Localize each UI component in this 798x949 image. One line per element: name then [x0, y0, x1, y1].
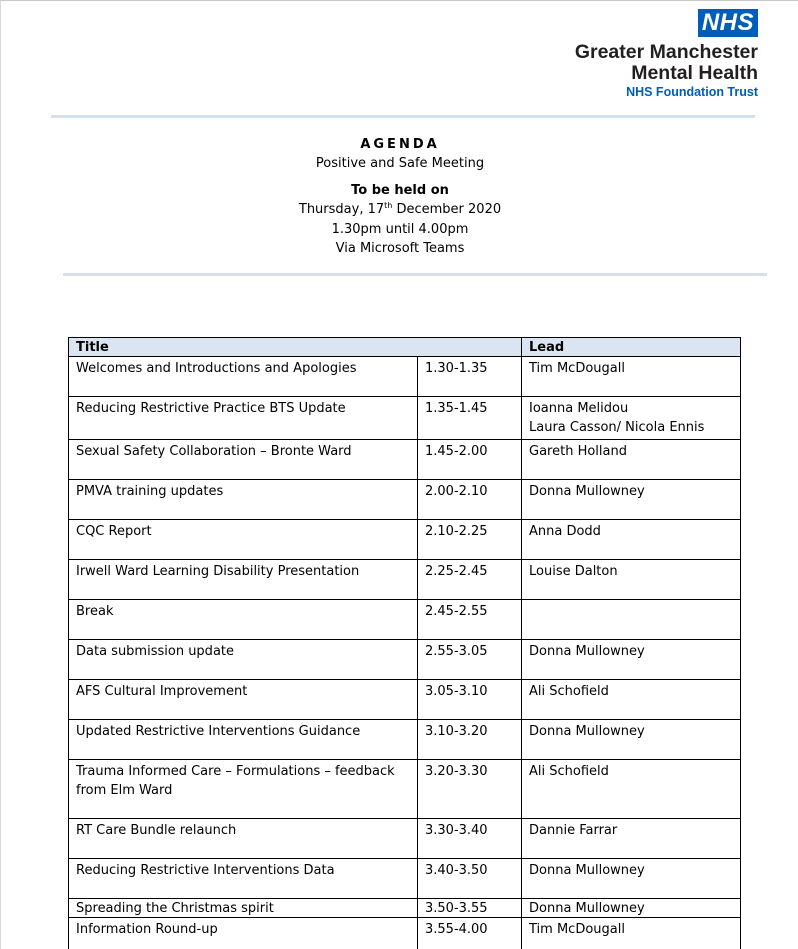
agenda-item-title: CQC Report: [69, 520, 418, 560]
org-name-line2: Mental Health: [631, 62, 758, 84]
agenda-item-lead: [522, 760, 741, 819]
agenda-item-lead: [522, 480, 741, 520]
agenda-item-lead: [522, 899, 741, 918]
table-row: [69, 357, 741, 397]
lead-name: Tim McDougall: [529, 361, 625, 376]
agenda-item-lead: [522, 357, 741, 397]
agenda-item-lead: [522, 600, 741, 640]
table-row: [69, 859, 741, 899]
nhs-badge: NHS: [698, 9, 758, 37]
agenda-item-lead: [522, 918, 741, 949]
lead-name: Dannie Farrar: [529, 823, 618, 838]
meeting-date: Thursday, 17th December 2020: [298, 201, 502, 217]
lead-name: Tim McDougall: [529, 922, 625, 937]
top-divider: [51, 115, 755, 118]
agenda-item-title: Data submission update: [69, 640, 418, 680]
org-name-line3: NHS Foundation Trust: [626, 85, 758, 99]
agenda-item-title: Welcomes and Introductions and Apologies: [69, 357, 418, 397]
meeting-name: Positive and Safe Meeting: [315, 156, 485, 171]
table-row: [69, 680, 741, 720]
agenda-item-title: Spreading the Christmas spirit: [69, 899, 418, 918]
table-row: [69, 720, 741, 760]
lead-name: Donna Mullowney: [529, 863, 645, 878]
lead-name: Laura Casson/ Nicola Ennis: [529, 420, 705, 435]
column-header-lead: Lead: [522, 338, 741, 357]
column-header-title: Title: [69, 338, 522, 357]
table-row: [69, 397, 741, 440]
table-row: [69, 600, 741, 640]
table-row: [69, 918, 741, 949]
agenda-item-time: 2.55-3.05: [418, 640, 522, 680]
agenda-item-lead: [522, 397, 741, 440]
agenda-item-lead: [522, 680, 741, 720]
lead-name: Donna Mullowney: [529, 484, 645, 499]
agenda-item-lead: [522, 720, 741, 760]
agenda-item-title: Irwell Ward Learning Disability Presentation: [69, 560, 418, 600]
agenda-item-time: 3.55-4.00: [418, 918, 522, 949]
agenda-item-time: 3.30-3.40: [418, 819, 522, 859]
agenda-item-time: 2.45-2.55: [418, 600, 522, 640]
agenda-item-title: Reducing Restrictive Interventions Data: [69, 859, 418, 899]
lead-name: Gareth Holland: [529, 444, 627, 459]
agenda-item-lead: [522, 560, 741, 600]
table-row: [69, 819, 741, 859]
table-row: [69, 520, 741, 560]
bottom-divider: [63, 273, 767, 276]
table-row: [69, 440, 741, 480]
table-row: [69, 640, 741, 680]
agenda-item-title: AFS Cultural Improvement: [69, 680, 418, 720]
agenda-heading: AGENDA: [360, 137, 440, 152]
agenda-item-time: 2.25-2.45: [418, 560, 522, 600]
agenda-item-time: 1.45-2.00: [418, 440, 522, 480]
agenda-item-title: Trauma Informed Care – Formulations – feedback from Elm Ward: [69, 760, 418, 819]
agenda-item-title: PMVA training updates: [69, 480, 418, 520]
agenda-item-title: Updated Restrictive Interventions Guidance: [69, 720, 418, 760]
agenda-item-lead: [522, 440, 741, 480]
table-row: [69, 760, 741, 819]
agenda-item-lead: [522, 859, 741, 899]
lead-name: Ioanna Melidou: [529, 401, 629, 416]
agenda-item-title: Break: [69, 600, 418, 640]
agenda-item-title: Reducing Restrictive Practice BTS Update: [69, 397, 418, 440]
table-row: [69, 899, 741, 918]
lead-name: Donna Mullowney: [529, 644, 645, 659]
agenda-item-time: 1.30-1.35: [418, 357, 522, 397]
agenda-body: [69, 357, 741, 949]
lead-name: Ali Schofield: [529, 764, 609, 779]
agenda-item-time: 2.00-2.10: [418, 480, 522, 520]
table-row: [69, 560, 741, 600]
org-name-line1: Greater Manchester: [574, 41, 758, 63]
agenda-item-time: 3.40-3.50: [418, 859, 522, 899]
agenda-item-time: 3.20-3.30: [418, 760, 522, 819]
agenda-item-title: Information Round-up: [69, 918, 418, 949]
lead-name: Donna Mullowney: [529, 724, 645, 739]
nhs-logo: [558, 9, 758, 100]
meeting-venue: Via Microsoft Teams: [335, 241, 465, 256]
agenda-item-title: Sexual Safety Collaboration – Bronte Ward: [69, 440, 418, 480]
lead-name: Ali Schofield: [529, 684, 609, 699]
held-on-label: To be held on: [351, 183, 449, 198]
agenda-item-time: 2.10-2.25: [418, 520, 522, 560]
lead-name: Louise Dalton: [529, 564, 618, 579]
meeting-time: 1.30pm until 4.00pm: [331, 222, 469, 237]
agenda-item-time: 3.10-3.20: [418, 720, 522, 760]
agenda-table: [68, 337, 741, 949]
lead-name: Anna Dodd: [529, 524, 601, 539]
lead-name: Donna Mullowney: [529, 901, 645, 916]
agenda-item-lead: [522, 640, 741, 680]
agenda-item-lead: [522, 520, 741, 560]
agenda-item-time: 1.35-1.45: [418, 397, 522, 440]
agenda-item-time: 3.05-3.10: [418, 680, 522, 720]
agenda-item-time: 3.50-3.55: [418, 899, 522, 918]
agenda-item-title: RT Care Bundle relaunch: [69, 819, 418, 859]
table-header-row: [69, 338, 741, 357]
agenda-item-lead: [522, 819, 741, 859]
table-row: [69, 480, 741, 520]
